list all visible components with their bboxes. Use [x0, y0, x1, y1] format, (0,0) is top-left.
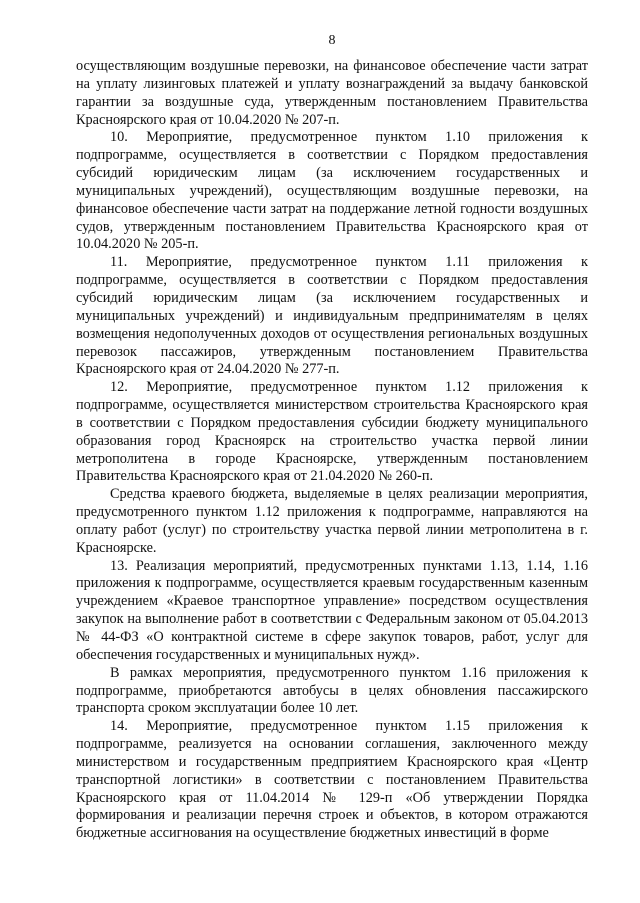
page-number: 8: [328, 33, 336, 48]
paragraph-item-12-funds: Средства краевого бюджета, выделяемые в целях реализации мероприятия, предусмотренного пунктом 1.12 приложения к подпрограмме, направляются на оплату работ (услуг) по строительству участка первой линии метрополитена в г. Красноярске.: [76, 486, 588, 556]
paragraph-continuation: осуществляющим воздушные перевозки, на финансовое обеспечение части затрат на уплату лизинговых платежей и уплату вознаграждений за выдачу банковской гарантии за воздушные суда, утвержденным постановлением Правительства Красноярского края от 10.04.2020 № 207-п.: [76, 58, 588, 128]
paragraph-item-12: 12. Мероприятие, предусмотренное пунктом 1.12 приложения к подпрограмме, осуществляется министерством строительства Красноярского края в соответствии с Порядком предоставления субсидии бюджету муниципального образования город Красноярск на строительство участка первой линии метрополитена в городе Красноярске, утвержденным постановлением Правительства Красноярского края от 21.04.2020 № 260-п.: [76, 379, 588, 485]
paragraph-item-14: 14. Мероприятие, предусмотренное пунктом 1.15 приложения к подпрограмме, реализуется на основании соглашения, заключенного между министерством и государственным предприятием Красноярского края «Центр транспортной логистики» в соответствии с постановлением Правительства Красноярского края от 11.04.2014 № 129-п «Об утверждении Порядка формирования и реализации перечня строек и объектов, в котором отражаются бюджетные ассигнования на осуществление бюджетных инвестиций в форме: [76, 718, 588, 842]
document-body: [76, 58, 588, 843]
paragraph-item-11: 11. Мероприятие, предусмотренное пунктом 1.11 приложения к подпрограмме, осуществляется в соответствии с Порядком предоставления субсидий юридическим лицам (за исключением государственных и муниципальных учреждений) и индивидуальным предпринимателям в целях возмещения недополученных доходов от осуществления региональных воздушных перевозок пассажиров, утвержденным постановлением Правительства Красноярского края от 24.04.2020 № 277-п.: [76, 254, 588, 378]
paragraph-item-13-buses: В рамках мероприятия, предусмотренного пунктом 1.16 приложения к подпрограмме, приобретаются автобусы в целях обновления пассажирского транспорта сроком эксплуатации более 10 лет.: [76, 664, 588, 717]
paragraph-item-10: 10. Мероприятие, предусмотренное пунктом 1.10 приложения к подпрограмме, осуществляется в соответствии с Порядком предоставления субсидий юридическим лицам (за исключением государственных и муниципальных учреждений), осуществляющим воздушные перевозки, на финансовое обеспечение части затрат на поддержание летной годности воздушных судов, утвержденным постановлением Правительства Красноярского края от 10.04.2020 № 205-п.: [76, 129, 588, 253]
paragraph-item-13: 13. Реализация мероприятий, предусмотренных пунктами 1.13, 1.14, 1.16 приложения к подпрограмме, осуществляется краевым государственным казенным учреждением «Краевое транспортное управление» посредством осуществления закупок на выполнение работ в соответствии с Федеральным законом от 05.04.2013 № 44-ФЗ «О контрактной системе в сфере закупок товаров, работ, услуг для обеспечения государственных и муниципальных нужд».: [76, 557, 588, 663]
